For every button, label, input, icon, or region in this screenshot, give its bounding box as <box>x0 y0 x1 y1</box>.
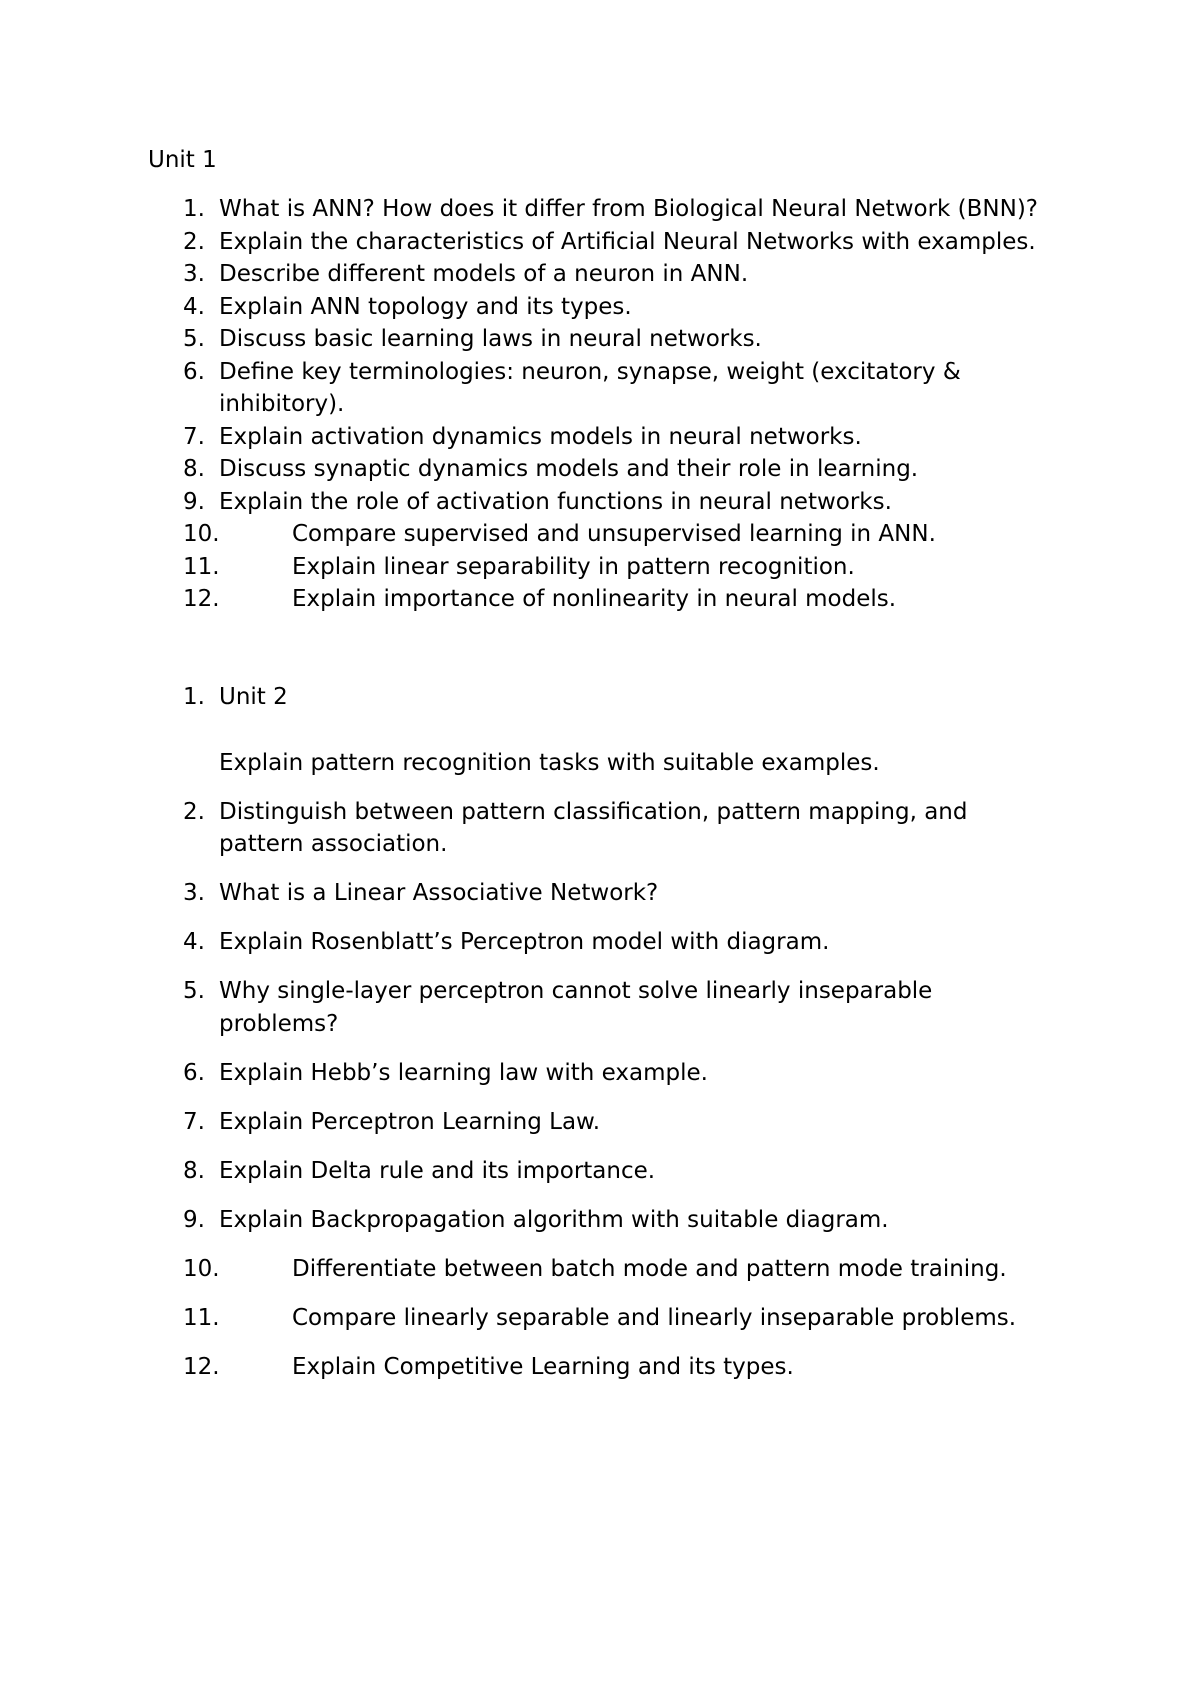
item-number: 3. <box>183 261 205 287</box>
question-text: Discuss synaptic dynamics models and their role in learning. <box>219 456 919 482</box>
question-text: Explain Perceptron Learning Law. <box>219 1108 601 1135</box>
item-number: 7. <box>183 423 205 450</box>
question-text: Explain linear separability in pattern recognition. <box>292 553 855 580</box>
list-item <box>0 1204 1200 1237</box>
question-text: Why single-layer perceptron cannot solve linearly inseparable problems? <box>219 978 933 1037</box>
list-item <box>0 681 1200 779</box>
list-item <box>0 453 1200 486</box>
list-item <box>0 226 1200 259</box>
question-text: Explain Delta rule and its importance. <box>219 1157 656 1184</box>
list-item <box>0 291 1200 324</box>
item-number: 1. <box>183 684 205 710</box>
item-number: 12. <box>183 586 220 612</box>
list-item <box>0 877 1200 910</box>
item-number: 3. <box>183 880 205 906</box>
question-text: Explain activation dynamics models in neural networks. <box>219 423 862 450</box>
list-item <box>0 323 1200 356</box>
question-text: Distinguish between pattern classification, pattern mapping, and pattern association. <box>219 798 968 857</box>
question-text: Explain Rosenblatt’s Perceptron model with diagram. <box>219 929 830 955</box>
question-text: Compare supervised and unsupervised learning in ANN. <box>292 521 936 547</box>
item-number: 8. <box>183 456 205 482</box>
question-text: What is ANN? How does it differ from Biological Neural Network (BNN)? <box>219 196 1039 222</box>
list-item <box>0 356 1200 421</box>
item-number: 7. <box>183 1108 205 1135</box>
question-text: Explain ANN topology and its types. <box>219 293 632 320</box>
question-text: Explain Backpropagation algorithm with suitable diagram. <box>219 1206 889 1233</box>
question-text: Define key terminologies: neuron, synapse, weight (excitatory & inhibitory). <box>219 358 961 417</box>
list-item <box>0 583 1200 616</box>
list-item <box>0 421 1200 454</box>
question-text: Explain importance of nonlinearity in neural models. <box>292 586 897 612</box>
list-item <box>0 551 1200 584</box>
list-item <box>0 486 1200 519</box>
question-text: Explain Competitive Learning and its types. <box>292 1353 794 1380</box>
question-text: Describe different models of a neuron in ANN. <box>219 261 749 287</box>
question-text: Differentiate between batch mode and pattern mode training. <box>292 1255 1007 1282</box>
question-text: Explain pattern recognition tasks with suitable examples. <box>219 749 880 776</box>
question-text: Discuss basic learning laws in neural networks. <box>219 326 762 352</box>
list-item <box>0 1302 1200 1335</box>
item-number: 11. <box>183 1304 220 1331</box>
item-number: 4. <box>183 929 205 955</box>
item-number: 12. <box>183 1353 220 1380</box>
list-item <box>0 518 1200 551</box>
item-number: 5. <box>183 326 205 352</box>
question-text: What is a Linear Associative Network? <box>219 880 659 906</box>
item-number: 10. <box>183 1255 220 1282</box>
item-number: 1. <box>183 196 205 222</box>
item-number: 6. <box>183 358 205 385</box>
list-item <box>0 975 1200 1040</box>
item-number: 5. <box>183 978 205 1004</box>
list-item <box>0 1106 1200 1139</box>
list-item <box>0 796 1200 861</box>
item-number: 2. <box>183 798 205 825</box>
item-number: 6. <box>183 1059 205 1086</box>
question-text: Explain the characteristics of Artificial Neural Networks with examples. <box>219 228 1036 255</box>
question-text: Compare linearly separable and linearly inseparable problems. <box>292 1304 1017 1331</box>
list-item <box>0 258 1200 291</box>
unit2-question-list <box>0 681 1200 1400</box>
list-item <box>0 193 1200 226</box>
question-text: Explain Hebb’s learning law with example. <box>219 1059 708 1086</box>
list-item <box>0 1351 1200 1384</box>
unit1-heading: Unit 1 <box>148 147 217 173</box>
list-item <box>0 926 1200 959</box>
item-number: 8. <box>183 1157 205 1184</box>
item-number: 4. <box>183 293 205 320</box>
item-number: 10. <box>183 521 220 547</box>
item-number: 9. <box>183 1206 205 1233</box>
list-item <box>0 1155 1200 1188</box>
unit2-heading: Unit 2 <box>219 684 288 710</box>
item-number: 9. <box>183 488 205 515</box>
item-number: 2. <box>183 228 205 255</box>
question-text: Explain the role of activation functions in neural networks. <box>219 488 892 515</box>
item-number: 11. <box>183 553 220 580</box>
unit1-question-list <box>0 193 1200 616</box>
list-item <box>0 1057 1200 1090</box>
list-item <box>0 1253 1200 1286</box>
